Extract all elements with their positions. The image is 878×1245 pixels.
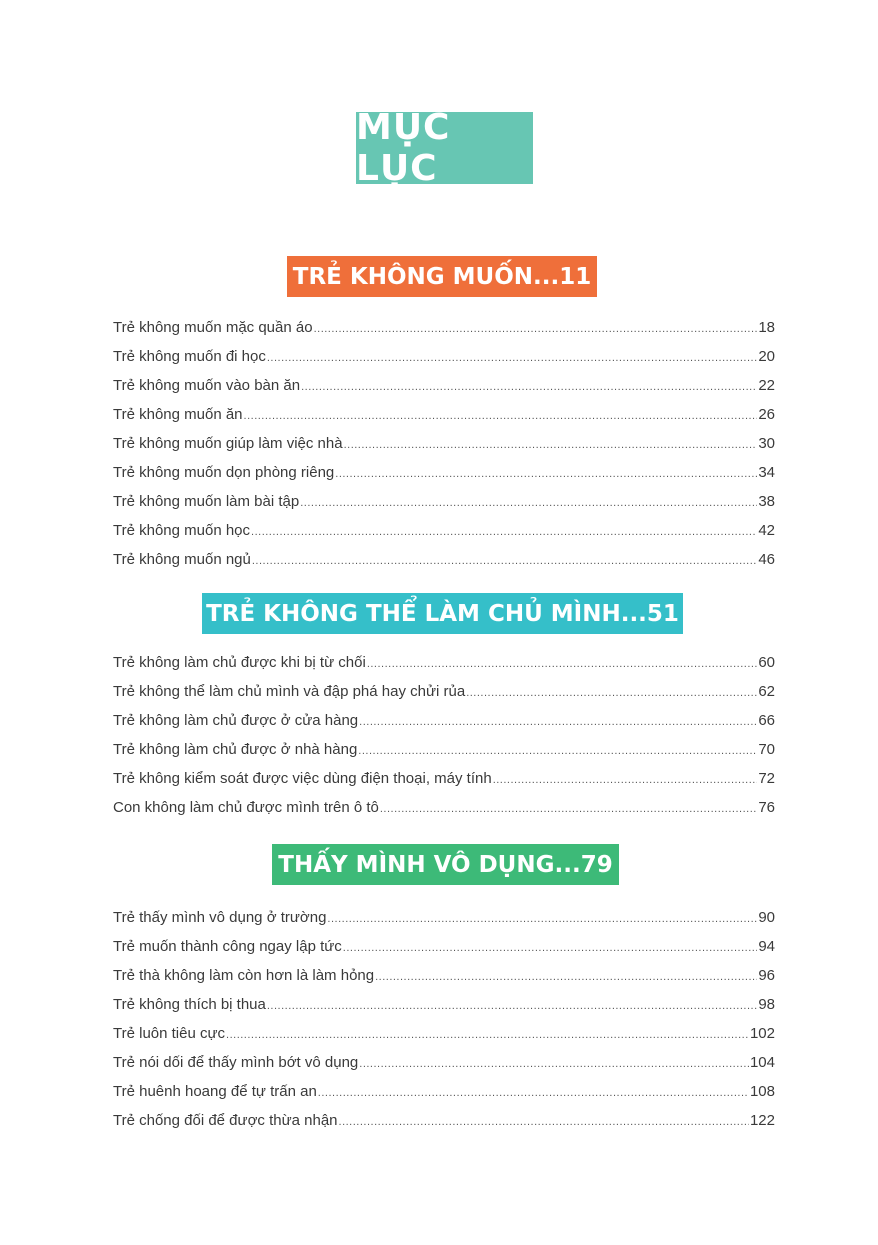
dot-leader [267,992,757,1021]
toc-entry-label: Trẻ luôn tiêu cực [113,1025,226,1042]
dot-leader [343,934,758,963]
toc-entry-page-number: 46 [758,551,775,568]
dot-leader [358,737,757,766]
toc-entry-label: Trẻ không muốn đi học [113,348,266,365]
toc-entry-label: Trẻ không muốn làm bài tập [113,493,300,510]
toc-entry-page-number: 108 [749,1083,775,1100]
toc-entry-label: Trẻ chống đối để được thừa nhận [113,1112,338,1129]
toc-entry-label: Trẻ không làm chủ được ở cửa hàng [113,712,359,729]
toc-entry[interactable] [113,764,775,793]
toc-entry-page-number: 104 [749,1054,775,1071]
toc-entry-label: Trẻ không kiểm soát được việc dùng điện thoại, máy tính [113,770,492,787]
toc-entry-label: Trẻ nói dối để thấy mình bớt vô dụng [113,1054,359,1071]
toc-entry-page-number: 70 [758,741,775,758]
toc-entry-page-number: 72 [758,770,775,787]
toc-entry[interactable] [113,516,775,545]
dot-leader [359,708,757,737]
section-heading-thay-minh-vo-dung[interactable] [272,844,619,885]
section-heading-text: TRẺ KHÔNG THỂ LÀM CHỦ MÌNH...51 [206,600,679,627]
dot-leader [380,795,757,824]
toc-entry-page-number: 34 [758,464,775,481]
dot-leader [300,489,757,518]
toc-entry[interactable] [113,400,775,429]
section-entries-tre-khong-muon [113,313,775,574]
toc-entry-page-number: 60 [758,654,775,671]
toc-entry-page-number: 42 [758,522,775,539]
toc-entry-page-number: 94 [758,938,775,955]
toc-entry-label: Trẻ huênh hoang để tự trấn an [113,1083,317,1100]
toc-entry[interactable] [113,429,775,458]
toc-entry-page-number: 90 [758,909,775,926]
toc-entry-label: Trẻ không muốn ăn [113,406,243,423]
toc-entry[interactable] [113,735,775,764]
toc-entry-label: Trẻ muốn thành công ngay lập tức [113,938,342,955]
toc-entry-label: Trẻ không muốn vào bàn ăn [113,377,301,394]
toc-entry-label: Trẻ không muốn ngủ [113,551,251,568]
toc-entry[interactable] [113,342,775,371]
toc-entry[interactable] [113,313,775,342]
toc-entry[interactable] [113,1019,775,1048]
toc-entry[interactable] [113,487,775,516]
toc-entry-page-number: 76 [758,799,775,816]
toc-entry[interactable] [113,677,775,706]
toc-entry-page-number: 62 [758,683,775,700]
toc-entry-page-number: 30 [758,435,775,452]
dot-leader [244,402,758,431]
dot-leader [375,963,757,992]
dot-leader [367,650,758,679]
dot-leader [267,344,757,373]
toc-entry-label: Trẻ không muốn giúp làm việc nhà [113,435,343,452]
toc-entry[interactable] [113,793,775,822]
page-title [356,107,533,189]
toc-entry-label: Trẻ thấy mình vô dụng ở trường [113,909,327,926]
toc-entry[interactable] [113,706,775,735]
dot-leader [344,431,758,460]
dot-leader [466,679,757,708]
toc-entry-page-number: 122 [749,1112,775,1129]
toc-entry[interactable] [113,1048,775,1077]
toc-entry[interactable] [113,1077,775,1106]
section-heading-text: THẤY MÌNH VÔ DỤNG...79 [278,851,613,878]
toc-entry-page-number: 20 [758,348,775,365]
toc-entry-label: Trẻ không thể làm chủ mình và đập phá hay chửi rủa [113,683,466,700]
toc-entry-label: Trẻ không muốn mặc quần áo [113,319,313,336]
section-entries-thay-minh-vo-dung [113,903,775,1135]
dot-leader [318,1079,749,1108]
toc-entry-page-number: 66 [758,712,775,729]
toc-entry-page-number: 18 [758,319,775,336]
toc-entry-label: Trẻ không thích bị thua [113,996,266,1013]
section-heading-tre-khong-the-lam-chu-minh[interactable] [202,593,683,634]
toc-entry-page-number: 38 [758,493,775,510]
toc-entry-label: Con không làm chủ được mình trên ô tô [113,799,379,816]
dot-leader [226,1021,749,1050]
toc-entry-label: Trẻ không làm chủ được ở nhà hàng [113,741,358,758]
toc-entry-label: Trẻ không muốn học [113,522,251,539]
toc-entry[interactable] [113,1106,775,1135]
toc-entry-label: Trẻ không làm chủ được khi bị từ chối [113,654,366,671]
dot-leader [252,547,757,576]
section-entries-tre-khong-the-lam-chu-minh [113,648,775,822]
dot-leader [327,905,757,934]
dot-leader [335,460,757,489]
toc-entry[interactable] [113,903,775,932]
section-heading-tre-khong-muon[interactable] [287,256,597,297]
toc-entry[interactable] [113,371,775,400]
toc-entry[interactable] [113,458,775,487]
dot-leader [251,518,757,547]
toc-entry-page-number: 96 [758,967,775,984]
toc-entry-page-number: 102 [749,1025,775,1042]
toc-entry-page-number: 98 [758,996,775,1013]
dot-leader [301,373,757,402]
dot-leader [493,766,758,795]
toc-entry-label: Trẻ thà không làm còn hơn là làm hỏng [113,967,375,984]
toc-entry[interactable] [113,990,775,1019]
dot-leader [339,1108,749,1137]
page-title-text: MỤC LỤC [356,107,451,189]
toc-entry[interactable] [113,648,775,677]
toc-entry[interactable] [113,545,775,574]
section-heading-text: TRẺ KHÔNG MUỐN...11 [292,263,592,290]
dot-leader [359,1050,749,1079]
toc-entry-label: Trẻ không muốn dọn phòng riêng [113,464,335,481]
toc-entry[interactable] [113,961,775,990]
toc-entry-page-number: 26 [758,406,775,423]
toc-entry[interactable] [113,932,775,961]
dot-leader [314,315,758,344]
toc-entry-page-number: 22 [758,377,775,394]
